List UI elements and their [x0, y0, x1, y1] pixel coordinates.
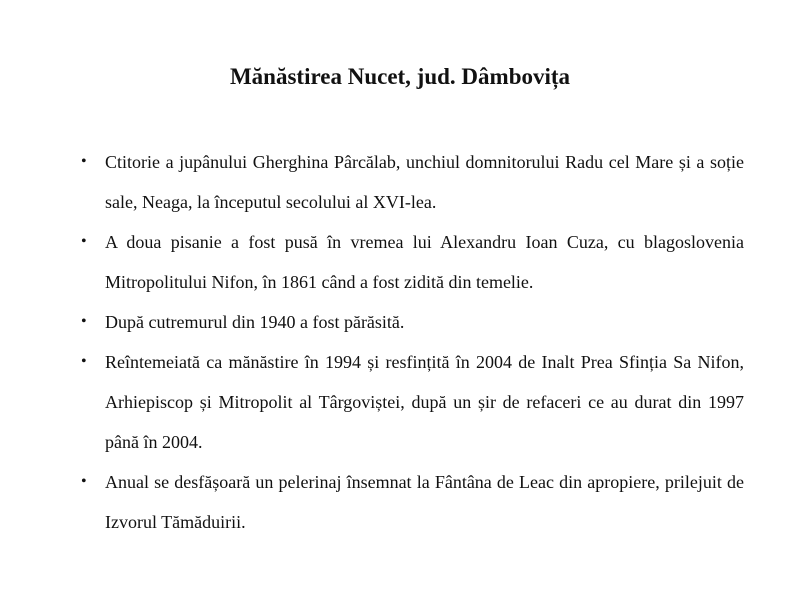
- bullet-text-5: Anual se desfășoară un pelerinaj însemnat la Fântâna de Leac din apropiere, prilejuit de Izvorul Tămăduirii.: [105, 472, 744, 532]
- bullet-dot-icon: •: [81, 313, 87, 330]
- bullet-list: [0, 142, 800, 542]
- bullet-text-2: A doua pisanie a fost pusă în vremea lui Alexandru Ioan Cuza, cu blagoslovenia Mitropolitului Nifon, în 1861 când a fost zidită din temelie.: [105, 232, 744, 292]
- bullet-item-5: [0, 462, 800, 542]
- bullet-dot-icon: •: [81, 153, 87, 170]
- bullet-item-4: [0, 342, 800, 462]
- bullet-item-2: [0, 222, 800, 302]
- slide-title: Mănăstirea Nucet, jud. Dâmbovița: [229, 64, 571, 89]
- bullet-item-3: [0, 302, 800, 342]
- bullet-text-4: Reîntemeiată ca mănăstire în 1994 și resfințită în 2004 de Inalt Prea Sfinția Sa Nifon, Arhiepiscop și Mitropolit al Târgoviștei, după un șir de refaceri ce au durat din 1997 până în 2004.: [105, 352, 744, 452]
- bullet-text-1: Ctitorie a jupânului Gherghina Pârcălab, unchiul domnitorului Radu cel Mare și a soție sale, Neaga, la începutul secolului al XVI-lea.: [105, 152, 744, 212]
- bullet-text-3: După cutremurul din 1940 a fost părăsită.: [105, 312, 405, 332]
- bullet-item-1: [0, 142, 800, 222]
- bullet-dot-icon: •: [81, 473, 87, 490]
- bullet-dot-icon: •: [81, 233, 87, 250]
- bullet-dot-icon: •: [81, 353, 87, 370]
